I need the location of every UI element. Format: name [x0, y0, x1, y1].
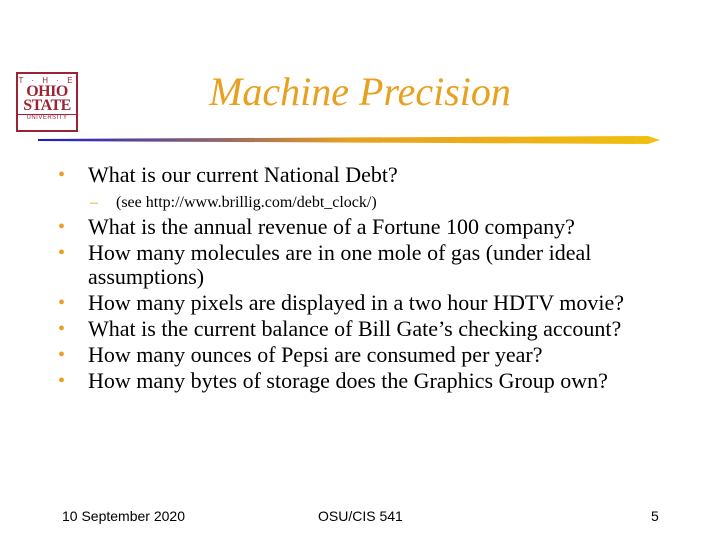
slide-title: Machine Precision: [209, 69, 511, 114]
bullet-item: [58, 291, 688, 315]
bullet-item: [58, 369, 688, 393]
sub-bullet-text: (see http://www.brillig.com/debt_clock/): [116, 194, 377, 211]
logo-state: STATE: [23, 97, 71, 114]
bullet-dot: •: [58, 292, 66, 314]
bullet-text: How many pixels are displayed in a two hour HDTV movie?: [88, 290, 625, 315]
bullet-text: What is our current National Debt?: [88, 162, 398, 187]
bullet-text: What is the current balance of Bill Gate’s checking account?: [88, 316, 622, 341]
logo-university: UNIVERSITY: [18, 114, 76, 121]
bullet-dot: •: [58, 242, 66, 264]
bullet-dot: •: [58, 164, 66, 186]
logo-ohio: OHIO: [26, 83, 68, 100]
bullet-dot: •: [58, 318, 66, 340]
bullet-item: [58, 241, 688, 289]
sub-bullet-item: [58, 193, 688, 213]
bullet-text: How many ounces of Pepsi are consumed per year?: [88, 342, 543, 367]
bullet-item: [58, 215, 688, 239]
bullet-item: [58, 317, 688, 341]
sub-bullet-dash: –: [90, 194, 98, 211]
footer-date: 10 September 2020: [62, 508, 185, 524]
bullet-text: What is the annual revenue of a Fortune 100 company?: [88, 214, 575, 239]
bullet-dot: •: [58, 370, 66, 392]
bullet-dot: •: [58, 216, 66, 238]
logo-the: T · H · E: [18, 76, 76, 85]
footer-course: OSU/CIS 541: [318, 508, 403, 524]
title-rule: [38, 134, 660, 146]
bullet-dot: •: [58, 344, 66, 366]
bullet-text: How many molecules are in one mole of gas (under ideal assumptions): [88, 240, 592, 289]
footer-page-number: 5: [651, 508, 659, 524]
bullet-text: How many bytes of storage does the Graphics Group own?: [88, 368, 608, 393]
bullet-item: [58, 163, 688, 187]
bullet-item: [58, 343, 688, 367]
bullet-list: [58, 163, 688, 395]
